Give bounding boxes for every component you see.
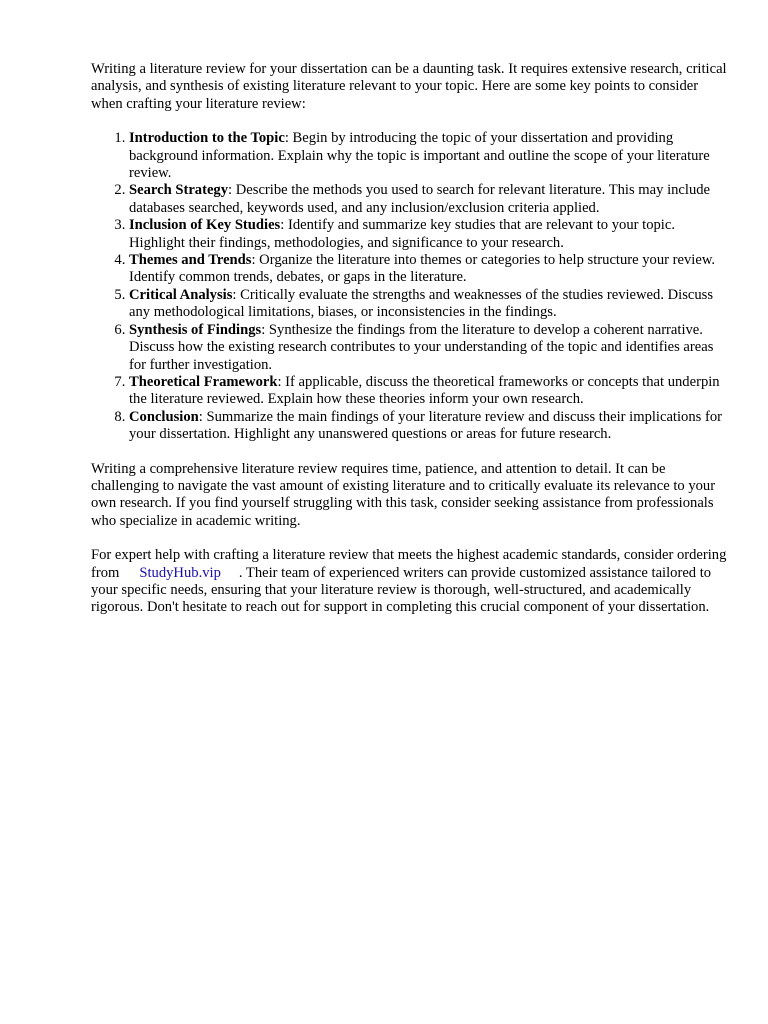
- point-term: Inclusion of Key Studies: [129, 217, 281, 234]
- point-term: Theoretical Framework: [129, 373, 278, 390]
- list-item: [129, 322, 731, 374]
- point-separator: :: [280, 217, 285, 234]
- list-item: [129, 252, 731, 287]
- point-term: Themes and Trends: [129, 252, 252, 269]
- promo-text-before-link: For expert help with crafting a literature review that meets the highest academic standards, consider ordering from: [91, 547, 727, 581]
- point-term: Synthesis of Findings: [129, 321, 262, 338]
- point-text: Summarize the main findings of your literature review and discuss their implications for your dissertation. Highlight any unanswered questions or areas for future research.: [129, 408, 722, 443]
- point-text: If applicable, discuss the theoretical frameworks or concepts that underpin the literature reviewed. Explain how these theories inform your own research.: [129, 373, 720, 408]
- point-term: Critical Analysis: [129, 286, 233, 303]
- studyhub-link[interactable]: StudyHub.vip: [139, 564, 221, 581]
- document-page: [91, 61, 731, 617]
- assistance-paragraph: Writing a comprehensive literature review requires time, patience, and attention to detail. It can be challenging to navigate the vast amount of existing literature and to critically evaluate its relevance to your own research. If you find yourself struggling with this task, consider seeking assistance from professionals who specialize in academic writing.: [91, 460, 716, 529]
- list-item: [129, 287, 731, 322]
- point-term: Conclusion: [129, 408, 199, 425]
- intro-paragraph: Writing a literature review for your dissertation can be a daunting task. It requires extensive research, critical analysis, and synthesis of existing literature relevant to your topic. Here are some key points to consider when crafting your literature review:: [91, 61, 727, 112]
- point-separator: :: [284, 130, 289, 147]
- point-text: Synthesize the findings from the literature to develop a coherent narrative. Discuss how the existing research contributes to your understanding of the topic and identifies areas for further investigation.: [129, 321, 714, 373]
- list-item: [129, 217, 731, 252]
- point-text: Describe the methods you used to search for relevant literature. This may include databases searched, keywords used, and any inclusion/exclusion criteria applied.: [129, 182, 711, 216]
- point-separator: :: [232, 286, 237, 303]
- key-points-list: [91, 130, 731, 443]
- point-text: Critically evaluate the strengths and weaknesses of the studies reviewed. Discuss any methodological limitations, biases, or inconsistencies in the findings.: [129, 286, 714, 321]
- point-text: Organize the literature into themes or categories to help structure your review. Identify common trends, debates, or gaps in the literature.: [129, 252, 716, 286]
- point-text: Identify and summarize key studies that are relevant to your topic. Highlight their findings, methodologies, and significance to your research.: [129, 217, 675, 251]
- point-separator: :: [261, 321, 266, 338]
- point-term: Search Strategy: [129, 182, 229, 199]
- list-item: [129, 374, 731, 409]
- point-separator: :: [277, 373, 282, 390]
- point-term: Introduction to the Topic: [129, 130, 285, 147]
- promo-paragraph: [91, 547, 731, 617]
- point-separator: :: [198, 408, 203, 425]
- point-separator: :: [251, 252, 256, 269]
- list-item: [129, 182, 731, 217]
- point-separator: :: [228, 182, 233, 199]
- point-text: Begin by introducing the topic of your dissertation and providing background information. Explain why the topic is important and outline the scope of your literature review.: [129, 130, 710, 182]
- promo-text-after-link: . Their team of experienced writers can provide customized assistance tailored to your specific needs, ensuring that your literature review is thorough, well-structured, and academically rigorous. Don't hesitate to reach out for support in completing this crucial component of your dissertation.: [91, 564, 712, 616]
- list-item: [129, 409, 731, 444]
- list-item: [129, 130, 731, 182]
